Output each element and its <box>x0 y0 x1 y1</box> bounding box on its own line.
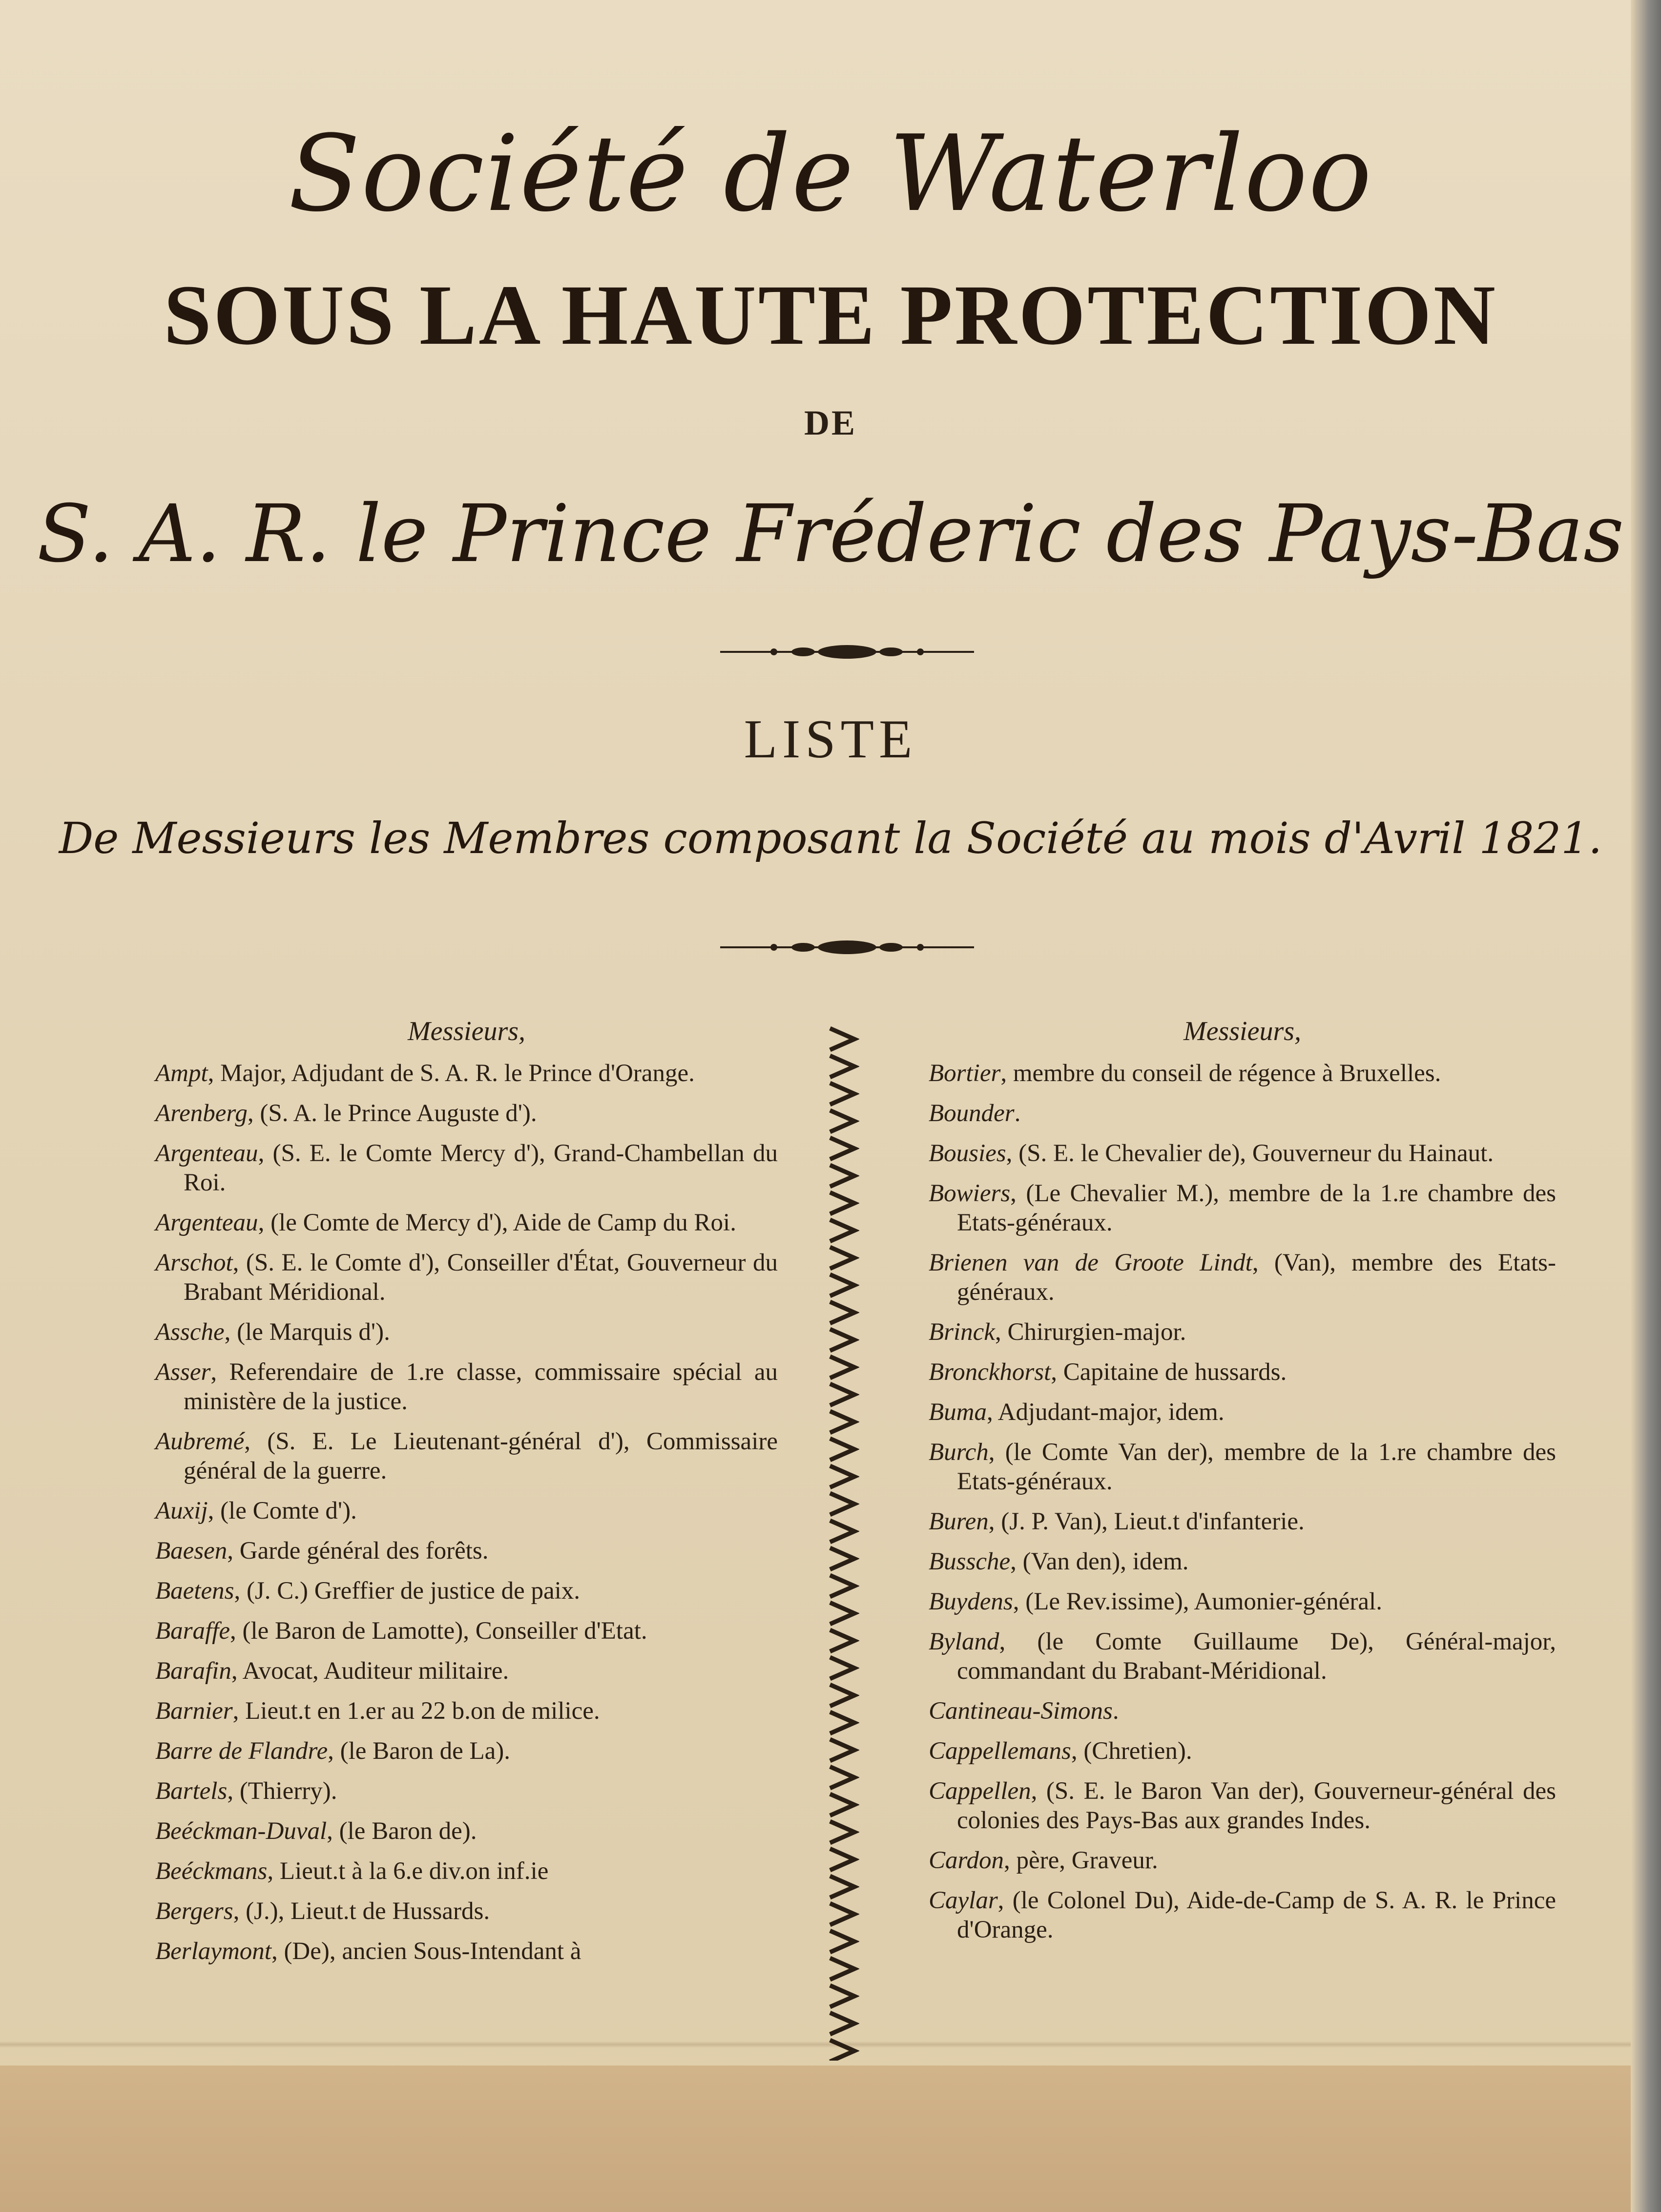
member-description: , (Le Chevalier M.), membre de la 1.re chambre des Etats-généraux. <box>957 1180 1556 1236</box>
member-name: Arschot <box>155 1249 233 1276</box>
member-description: , (J. C.) Greffier de justice de paix. <box>234 1577 581 1605</box>
member-description: , Major, Adjudant de S. A. R. le Prince d'Orange. <box>208 1060 695 1087</box>
member-entry <box>929 1398 1556 1427</box>
member-name: Bowiers <box>929 1180 1011 1207</box>
member-name: Bounder <box>929 1100 1015 1127</box>
member-name: Byland <box>929 1628 999 1655</box>
member-entry <box>929 1507 1556 1536</box>
member-entry <box>155 1616 778 1646</box>
member-description: , (le Baron de). <box>327 1817 477 1845</box>
member-entry <box>155 1139 778 1197</box>
member-entry <box>155 1317 778 1347</box>
member-name: Beéckmans <box>155 1857 268 1885</box>
member-entry <box>155 1248 778 1307</box>
torn-paper-edge <box>0 2066 1661 2212</box>
member-name: Buma <box>929 1398 987 1426</box>
member-description: , (le Comte Van der), membre de la 1.re chambre des Etats-généraux. <box>957 1439 1556 1495</box>
member-entry <box>155 1696 778 1726</box>
member-description: , membre du conseil de régence à Bruxelles. <box>1000 1060 1441 1087</box>
member-name: Argenteau <box>155 1209 258 1236</box>
member-description: , (le Comte Guillaume De), Général-major, commandant du Brabant-Méridional. <box>957 1628 1556 1685</box>
member-description: , (le Comte de Mercy d'), Aide de Camp du Roi. <box>258 1209 736 1236</box>
member-description: , (S. E. Le Lieutenant-général d'), Commissaire général de la guerre. <box>184 1428 778 1484</box>
member-entry <box>155 1776 778 1806</box>
member-entry <box>155 1656 778 1686</box>
member-name: Asser <box>155 1358 211 1386</box>
member-entry <box>929 1248 1556 1307</box>
member-entry <box>155 1099 778 1128</box>
member-entry <box>929 1736 1556 1766</box>
member-description: , (S. E. le Chevalier de), Gouverneur du Hainaut. <box>1006 1140 1494 1167</box>
member-entry <box>155 1576 778 1606</box>
member-name: Assche <box>155 1318 225 1346</box>
member-description: , (le Colonel Du), Aide-de-Camp de S. A. R. le Prince d'Orange. <box>957 1887 1556 1943</box>
member-name: Berlaymont <box>155 1938 271 1965</box>
member-description: , Referendaire de 1.re classe, commissaire spécial au ministère de la justice. <box>184 1358 778 1415</box>
member-description: , Lieut.t en 1.er au 22 b.on de milice. <box>232 1697 600 1725</box>
member-description: , (Van), membre des Etats-généraux. <box>957 1249 1556 1306</box>
member-name: Aubremé <box>155 1428 245 1455</box>
member-list <box>155 1059 778 1966</box>
member-description: , Capitaine de hussards. <box>1051 1358 1287 1386</box>
member-name: Brienen van de Groote Lindt <box>929 1249 1252 1276</box>
member-name: Baraffe <box>155 1617 230 1645</box>
member-description: , (Chretien). <box>1071 1737 1192 1765</box>
prince-title: S. A. R. le Prince Fréderic des Pays-Bas <box>37 488 1624 580</box>
member-name: Ampt <box>155 1060 208 1087</box>
member-name: Baesen <box>155 1537 228 1565</box>
member-entry <box>929 1886 1556 1944</box>
member-description: , (S. E. le Comte d'), Conseiller d'État, Gouverneur du Brabant Méridional. <box>184 1249 778 1306</box>
column-heading: Messieurs, <box>407 1016 526 1046</box>
member-description: , (S. A. le Prince Auguste d'). <box>247 1100 537 1127</box>
liste-subtitle: De Messieurs les Membres composant la Société au mois d'Avril 1821. <box>59 813 1602 863</box>
member-name: Brinck <box>929 1318 995 1346</box>
member-description: , (J.), Lieut.t de Hussards. <box>233 1898 490 1925</box>
members-column-right <box>929 1016 1556 1955</box>
member-name: Barnier <box>155 1697 233 1725</box>
member-entry <box>155 1427 778 1485</box>
member-entry <box>155 1857 778 1886</box>
member-entry <box>155 1059 778 1088</box>
member-entry <box>155 1536 778 1565</box>
member-name: Cappellen <box>929 1777 1031 1805</box>
member-name: Caylar <box>929 1887 998 1914</box>
script-title: Société de Waterloo <box>288 112 1373 235</box>
member-description: , Lieut.t à la 6.e div.on inf.ie <box>267 1857 549 1885</box>
member-entry <box>929 1547 1556 1576</box>
member-name: Bronckhorst <box>929 1358 1051 1386</box>
member-entry <box>155 1816 778 1846</box>
member-description: , (Thierry). <box>227 1777 337 1805</box>
member-entry <box>929 1099 1556 1128</box>
column-chevron-divider <box>825 1025 859 2061</box>
member-entry <box>155 1496 778 1525</box>
member-name: Burch <box>929 1439 989 1466</box>
members-column-left <box>155 1016 778 1977</box>
member-description: , (le Comte d'). <box>208 1497 357 1524</box>
member-name: Barafin <box>155 1657 231 1685</box>
member-entry <box>155 1897 778 1926</box>
member-description: , (le Baron de La). <box>328 1737 510 1765</box>
de-line: DE <box>804 403 857 442</box>
member-description: . <box>1112 1697 1119 1725</box>
member-description: , (J. P. Van), Lieut.t d'infanterie. <box>988 1508 1305 1535</box>
member-name: Bortier <box>929 1060 1001 1087</box>
ornament-divider-top <box>720 640 974 664</box>
member-name: Baetens <box>155 1577 234 1605</box>
member-description: , (le Marquis d'). <box>224 1318 390 1346</box>
member-description: , Garde général des forêts. <box>227 1537 489 1565</box>
member-name: Cantineau-Simons <box>929 1697 1113 1725</box>
member-name: Cardon <box>929 1847 1004 1874</box>
member-name: Bousies <box>929 1140 1006 1167</box>
member-entry <box>929 1438 1556 1496</box>
member-list <box>929 1059 1556 1944</box>
member-description: , (Van den), idem. <box>1010 1548 1189 1575</box>
member-description: , (De), ancien Sous-Intendant à <box>271 1938 581 1965</box>
member-description: . <box>1014 1100 1021 1127</box>
member-entry <box>929 1776 1556 1835</box>
member-entry <box>929 1627 1556 1686</box>
member-entry <box>155 1357 778 1416</box>
protection-heading: SOUS LA HAUTE PROTECTION <box>164 268 1497 363</box>
member-description: , Adjudant-major, idem. <box>986 1398 1225 1426</box>
member-name: Bartels <box>155 1777 228 1805</box>
member-description: , Avocat, Auditeur militaire. <box>231 1657 509 1685</box>
member-name: Cappellemans <box>929 1737 1071 1765</box>
member-entry <box>929 1059 1556 1088</box>
member-entry <box>155 1937 778 1966</box>
member-name: Beéckman-Duval <box>155 1817 327 1845</box>
member-description: , (S. E. le Baron Van der), Gouverneur-général des colonies des Pays-Bas aux grandes Indes. <box>957 1777 1556 1834</box>
member-name: Buren <box>929 1508 989 1535</box>
member-description: , Chirurgien-major. <box>995 1318 1186 1346</box>
liste-heading: LISTE <box>744 709 917 770</box>
member-entry <box>155 1736 778 1766</box>
member-name: Bergers <box>155 1898 233 1925</box>
member-entry <box>929 1357 1556 1387</box>
member-description: , père, Graveur. <box>1003 1847 1158 1874</box>
column-heading: Messieurs, <box>1183 1016 1302 1046</box>
member-description: , (S. E. le Comte Mercy d'), Grand-Chambellan du Roi. <box>184 1140 778 1196</box>
member-name: Buydens <box>929 1588 1013 1615</box>
member-entry <box>929 1846 1556 1875</box>
member-name: Auxij <box>155 1497 208 1524</box>
member-name: Arenberg <box>155 1100 248 1127</box>
member-entry <box>929 1587 1556 1616</box>
ornament-divider-bottom <box>720 935 974 960</box>
member-entry <box>929 1179 1556 1237</box>
member-entry <box>929 1317 1556 1347</box>
member-entry <box>155 1208 778 1237</box>
member-entry <box>929 1696 1556 1726</box>
member-description: , (le Baron de Lamotte), Conseiller d'Etat. <box>229 1617 647 1645</box>
member-name: Bussche <box>929 1548 1011 1575</box>
member-entry <box>929 1139 1556 1168</box>
member-name: Barre de Flandre <box>155 1737 328 1765</box>
member-description: , (Le Rev.issime), Aumonier-général. <box>1013 1588 1382 1615</box>
member-name: Argenteau <box>155 1140 258 1167</box>
